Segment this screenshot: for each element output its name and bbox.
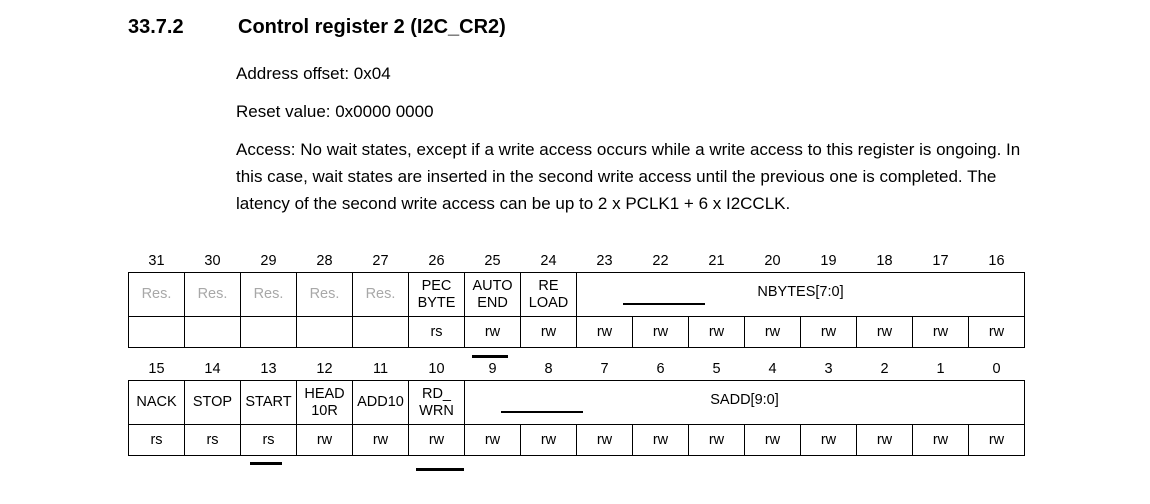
access-cell: rw — [857, 317, 913, 348]
sadd-underline — [501, 411, 583, 413]
field-cell-nack: NACK — [129, 381, 185, 425]
access-cell — [129, 317, 185, 348]
access-cell: rw — [689, 317, 745, 348]
field-row-lower — [129, 381, 1025, 425]
access-description: Access: No wait states, except if a write access occurs while a write access to this register is ongoing. In this case, wait states are inserted in the second write access until the previous one is completed. The latency of the second write access can be up to 2 x PCLK1 + 6 x I2CCLK. — [236, 140, 1021, 213]
access-cell: rs — [129, 425, 185, 456]
field-cell-res: Res. — [353, 273, 409, 317]
access-cell: rw — [745, 425, 801, 456]
bit-number: 5 — [712, 361, 721, 377]
register-table-upper — [128, 250, 1025, 348]
bit-number: 11 — [372, 361, 389, 377]
bit-number: 31 — [148, 253, 165, 269]
field-cell-head10r: HEAD 10R — [297, 381, 353, 425]
bit-number-row-upper — [129, 250, 1025, 273]
access-cell: rw — [353, 425, 409, 456]
access-cell: rw — [969, 425, 1025, 456]
access-cell: rw — [801, 425, 857, 456]
bit-number: 21 — [708, 253, 725, 269]
reset-value-line: Reset value: 0x0000 0000 — [236, 102, 434, 121]
bit-number: 23 — [596, 253, 613, 269]
access-cell: rw — [577, 425, 633, 456]
access-cell: rw — [689, 425, 745, 456]
access-cell: rw — [857, 425, 913, 456]
access-cell — [241, 317, 297, 348]
bit-number: 1 — [936, 361, 945, 377]
nbytes-underline — [623, 303, 705, 305]
bit-number: 25 — [484, 253, 501, 269]
access-cell: rw — [521, 425, 577, 456]
address-offset-line: Address offset: 0x04 — [236, 64, 391, 83]
field-cell-res: Res. — [241, 273, 297, 317]
field-cell-res: Res. — [297, 273, 353, 317]
field-cell-stop: STOP — [185, 381, 241, 425]
field-cell-reload: RE LOAD — [521, 273, 577, 317]
bit-number: 12 — [316, 361, 333, 377]
register-details — [236, 60, 1026, 217]
register-table-lower — [128, 358, 1025, 456]
access-cell: rw — [801, 317, 857, 348]
field-cell-autoend: AUTO END — [465, 273, 521, 317]
access-cell: rw — [521, 317, 577, 348]
access-cell: rw — [745, 317, 801, 348]
bit-number: 20 — [764, 253, 781, 269]
bit-number: 17 — [932, 253, 949, 269]
bit-number: 8 — [544, 361, 553, 377]
field-cell-res: Res. — [129, 273, 185, 317]
field-cell-add10: ADD10 — [353, 381, 409, 425]
access-cell: rs — [241, 425, 297, 456]
access-cell: rs — [185, 425, 241, 456]
access-cell: rw — [913, 425, 969, 456]
bit-number: 19 — [820, 253, 837, 269]
bit-number: 26 — [428, 253, 445, 269]
bit-number: 6 — [656, 361, 665, 377]
bit-number: 30 — [204, 253, 221, 269]
field-row-upper — [129, 273, 1025, 317]
bit-number: 0 — [992, 361, 1001, 377]
bit-number: 18 — [876, 253, 893, 269]
bit-number: 16 — [988, 253, 1005, 269]
access-row-upper — [129, 317, 1025, 348]
bit-number: 7 — [600, 361, 609, 377]
rdwrn-access-underline — [416, 468, 464, 471]
access-cell: rw — [633, 317, 689, 348]
field-cell-rdwrn: RD_ WRN — [409, 381, 465, 425]
bit-number: 27 — [372, 253, 389, 269]
access-cell — [353, 317, 409, 348]
field-cell-res: Res. — [185, 273, 241, 317]
access-cell: rw — [465, 425, 521, 456]
bit-number: 15 — [148, 361, 165, 377]
field-cell-nbytes: NBYTES[7:0] — [577, 273, 1025, 317]
bit-number-row-lower — [129, 358, 1025, 381]
access-cell: rw — [633, 425, 689, 456]
bit-number: 14 — [204, 361, 221, 377]
heading-title: Control register 2 (I2C_CR2) — [238, 16, 506, 38]
bit-number: 13 — [260, 361, 277, 377]
bit-number: 29 — [260, 253, 277, 269]
access-cell: rw — [465, 317, 521, 348]
bit-number: 2 — [880, 361, 889, 377]
bit-number: 10 — [428, 361, 445, 377]
bit-number: 24 — [540, 253, 557, 269]
bit-number: 3 — [824, 361, 833, 377]
start-access-underline — [250, 462, 282, 465]
bit-number: 9 — [488, 361, 497, 377]
access-cell: rw — [913, 317, 969, 348]
bit-number: 28 — [316, 253, 333, 269]
field-cell-sadd: SADD[9:0] — [465, 381, 1025, 425]
access-cell: rw — [577, 317, 633, 348]
access-cell — [297, 317, 353, 348]
heading-number: 33.7.2 — [128, 16, 184, 38]
access-row-lower — [129, 425, 1025, 456]
section-heading — [128, 16, 506, 39]
access-cell: rs — [409, 317, 465, 348]
access-cell: rw — [409, 425, 465, 456]
bit-number: 22 — [652, 253, 669, 269]
access-cell: rw — [297, 425, 353, 456]
field-cell-pecbyte: PEC BYTE — [409, 273, 465, 317]
access-cell — [185, 317, 241, 348]
bit-number: 4 — [768, 361, 777, 377]
field-cell-start: START — [241, 381, 297, 425]
access-cell: rw — [969, 317, 1025, 348]
